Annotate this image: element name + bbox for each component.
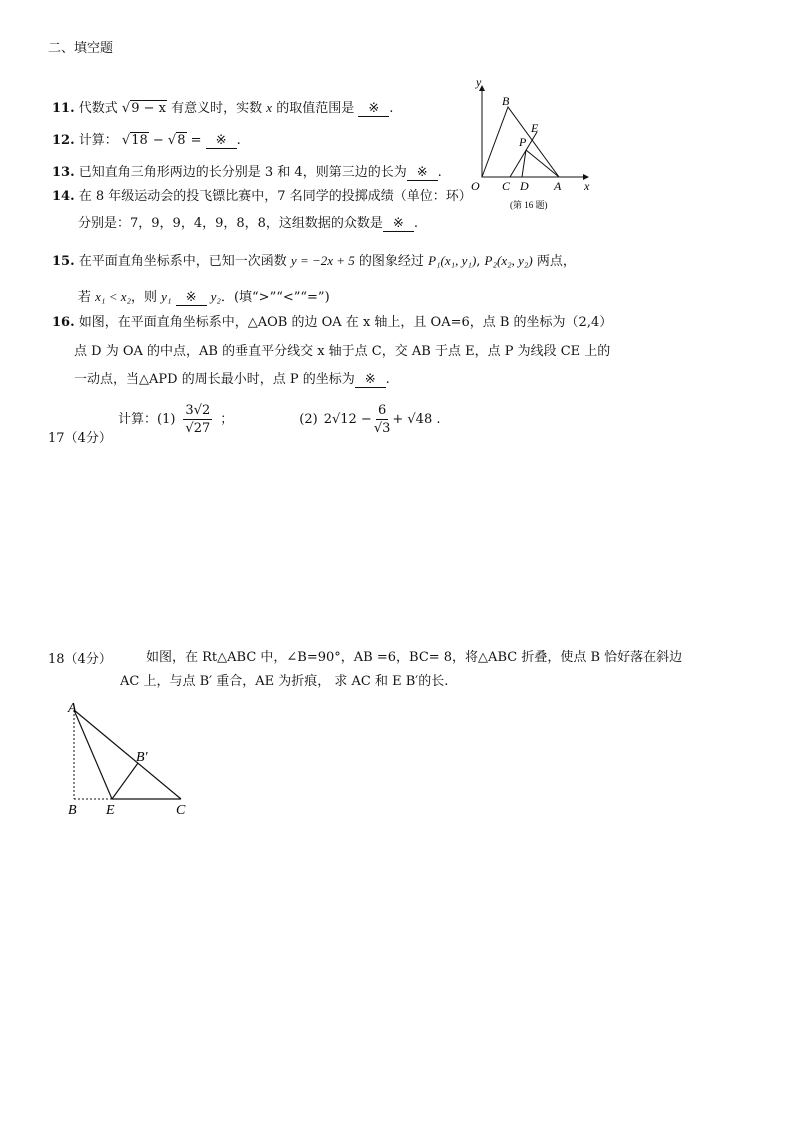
q15-number: 15.: [52, 254, 75, 269]
question-14-line2: 分别是：7，9，9，4，9，8，8，这组数据的众数是 ※ .: [78, 216, 418, 231]
q11-text-a: 代数式: [78, 101, 118, 116]
q15-y1: y₁: [161, 289, 172, 304]
question-11: 11. 代数式 √9 − x 有意义时，实数 x 的取值范围是 ※ .: [52, 100, 394, 116]
q12-expression: √18 − √8 =: [121, 133, 202, 148]
q11-radical: √9 − x: [121, 101, 166, 116]
q12-text: 计算：: [78, 133, 118, 148]
q11-var: x: [266, 100, 273, 115]
question-18-line2: AC 上，与点 B′ 重合，AE 为折痕， 求 AC 和 E B′的长.: [120, 674, 449, 689]
fig16-label-E: E: [531, 121, 539, 135]
q14-number: 14.: [52, 189, 75, 204]
q15-answer-blank[interactable]: ※: [176, 291, 207, 306]
question-16-line2: 点 D 为 OA 的中点，AB 的垂直平分线交 x 轴于点 C，交 AB 于点 E，点 P 为线段 CE 上的: [74, 344, 611, 359]
q16-number: 16.: [52, 315, 75, 330]
question-12: 12. 计算： √18 − √8 = ※ .: [52, 133, 241, 148]
q11-text-b: 有意义时，实数: [171, 101, 263, 116]
question-18-line1: 如图，在 Rt△ABC 中，∠B=90°，AB =6，BC= 8，将△ABC 折叠，使点 B 恰好落在斜边: [146, 650, 683, 665]
q17-part2-label: (2): [299, 412, 318, 427]
fig16-caption: (第 16 题): [510, 200, 548, 210]
q17-fraction-1: $\frac{3√2}{√27}$: [185, 403, 211, 436]
figure-16: [462, 72, 602, 212]
fig16-label-P: P: [519, 135, 527, 149]
fig16-label-C: C: [502, 179, 511, 193]
question-16: [52, 316, 612, 329]
q15-function: y = −2x + 5: [290, 253, 355, 268]
q15-text-a: 在平面直角坐标系中，已知一次函数: [78, 254, 287, 269]
figure-18: [60, 698, 200, 820]
fig18-label-E: E: [106, 803, 115, 818]
question-17: 计算：(1) $\frac{3√2}{√27}$ ； (2) 2√12 − $\frac{6}{√3}$ + √48 .: [118, 403, 441, 436]
q11-text-c: 的取值范围是: [276, 101, 355, 116]
q15-point-p2: P₂(x₂, y₂): [484, 253, 533, 268]
q11-answer-blank[interactable]: ※: [358, 102, 389, 117]
q12-number: 12.: [52, 133, 75, 148]
q15-y2: y₂: [210, 289, 221, 304]
fig16-label-A: A: [554, 179, 562, 193]
q16-answer-blank[interactable]: ※: [355, 373, 386, 388]
question-13: 13. 已知直角三角形两边的长分别是 3 和 4，则第三边的长为 ※ .: [52, 165, 442, 180]
fig18-label-B: B: [68, 803, 77, 818]
q13-answer-blank[interactable]: ※: [407, 166, 438, 181]
q13-number: 13.: [52, 165, 75, 180]
question-15-line2: 若 x₁ < x₂，则 y₁ ※ y₂．(填“>”“<”“=”): [78, 289, 330, 305]
q17-fraction-2: $\frac{6}{√3}$: [373, 403, 391, 436]
fig16-label-D: D: [520, 179, 529, 193]
q14-line2: 分别是：7，9，9，4，9，8，8，这组数据的众数是: [78, 216, 383, 231]
q15-text-b: 的图象经过: [358, 254, 424, 269]
q11-number: 11.: [52, 101, 75, 116]
q17-part1-label: 计算：(1): [118, 412, 176, 427]
q15-text-c: 两点，: [536, 254, 576, 269]
fig18-label-A: A: [68, 701, 77, 716]
q15-condition: x₁ < x₂: [95, 289, 132, 304]
fig18-label-B-prime: B′: [136, 750, 148, 765]
fig16-label-x: x: [584, 179, 590, 193]
fig16-label-B: B: [502, 94, 510, 108]
q15-point-p1: P₁(x₁, y₁): [428, 253, 477, 268]
question-18-label: 18（4分）: [48, 652, 112, 667]
fig16-label-O: O: [471, 179, 480, 193]
q14-line1: 在 8 年级运动会的投飞镖比赛中，7 名同学的投掷成绩（单位：环）: [78, 189, 472, 204]
question-16-line3: 一动点，当△APD 的周长最小时，点 P 的坐标为 ※ .: [74, 372, 390, 387]
q16-line1: 如图，在平面直角坐标系中，△AOB 的边 OA 在 x 轴上，且 OA=6，点 B 的坐标为（2,4）: [78, 315, 613, 330]
q13-text: 已知直角三角形两边的长分别是 3 和 4，则第三边的长为: [78, 165, 407, 180]
question-14: [52, 190, 472, 203]
fig18-label-C: C: [176, 803, 186, 818]
section-title: 二、填空题: [48, 41, 114, 56]
fig16-label-y: y: [476, 75, 482, 89]
question-15: 15. 在平面直角坐标系中，已知一次函数 y = −2x + 5 的图象经过 P₁(x₁, y₁), P₂(x₂, y₂) 两点，: [52, 253, 576, 269]
q12-answer-blank[interactable]: ※: [206, 134, 237, 149]
q14-answer-blank[interactable]: ※: [383, 217, 414, 232]
question-17-label: 17（4分）: [48, 431, 112, 446]
